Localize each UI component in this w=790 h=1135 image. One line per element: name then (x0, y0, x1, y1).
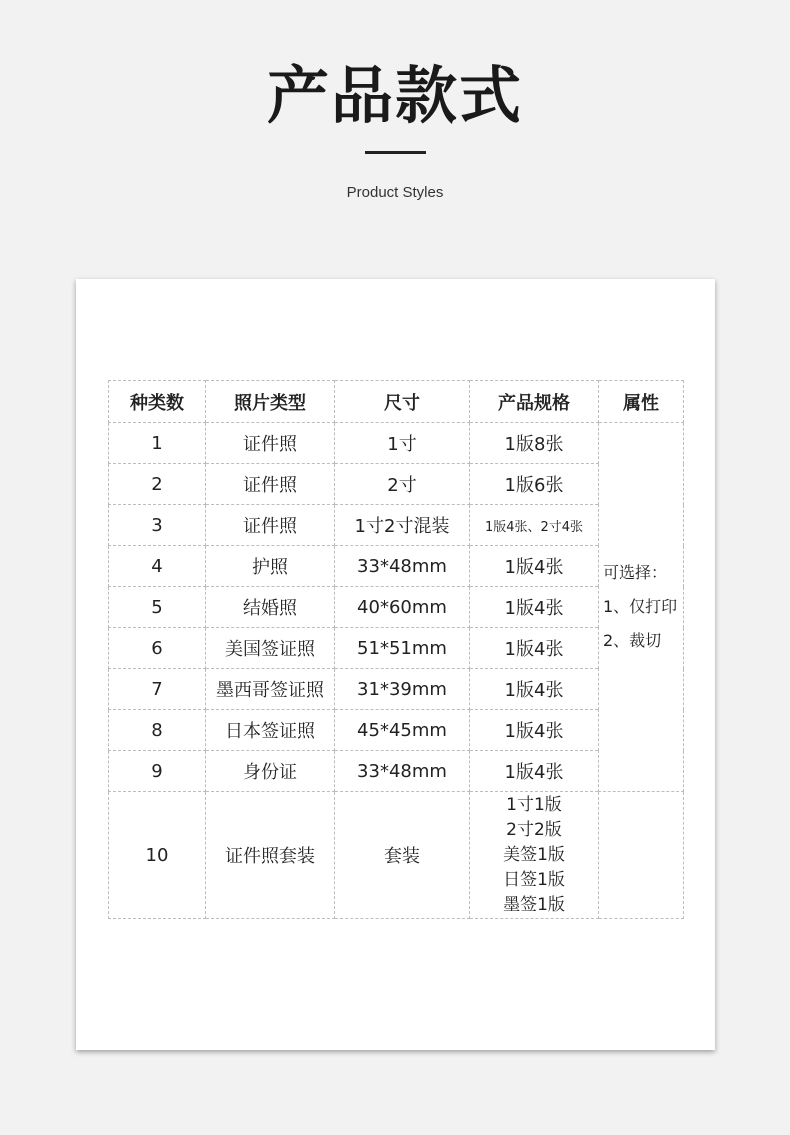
cell-spec: 1版4张 (470, 710, 599, 751)
attribute-line: 2、裁切 (603, 631, 662, 650)
cell-spec: 1版8张 (470, 423, 599, 464)
cell-spec (470, 792, 599, 919)
cell-no: 2 (109, 464, 206, 505)
cell-no: 9 (109, 751, 206, 792)
cell-type: 身份证 (206, 751, 335, 792)
page-subtitle: Product Styles (346, 184, 444, 201)
table-header-row (109, 381, 684, 423)
cell-no: 7 (109, 669, 206, 710)
spec-line: 日签1版 (503, 869, 565, 890)
cell-type: 证件照 (206, 423, 335, 464)
title-divider (365, 151, 426, 154)
table-row (109, 710, 684, 751)
header-count: 种类数 (109, 381, 206, 423)
cell-size: 套装 (335, 792, 470, 919)
table-row (109, 464, 684, 505)
spec-line: 1寸1版 (506, 794, 562, 815)
cell-no: 5 (109, 587, 206, 628)
cell-spec: 1版4张 (470, 546, 599, 587)
cell-spec: 1版4张 (470, 669, 599, 710)
attribute-line: 1、仅打印 (603, 597, 678, 616)
attribute-line: 可选择： (603, 563, 668, 582)
cell-size: 51*51mm (335, 628, 470, 669)
spec-line: 美签1版 (503, 844, 565, 865)
cell-no: 6 (109, 628, 206, 669)
table-row (109, 628, 684, 669)
cell-type: 日本签证照 (206, 710, 335, 751)
table-row (109, 505, 684, 546)
cell-size: 33*48mm (335, 546, 470, 587)
cell-no: 1 (109, 423, 206, 464)
cell-type: 证件照 (206, 505, 335, 546)
product-card (76, 279, 715, 1050)
cell-size: 33*48mm (335, 751, 470, 792)
cell-size: 45*45mm (335, 710, 470, 751)
header-photo-type: 照片类型 (206, 381, 335, 423)
cell-spec: 1版4张、2寸4张 (470, 505, 599, 546)
table-row (109, 751, 684, 792)
cell-type: 美国签证照 (206, 628, 335, 669)
cell-size: 1寸2寸混装 (335, 505, 470, 546)
cell-type: 墨西哥签证照 (206, 669, 335, 710)
table-row (109, 792, 684, 919)
spec-line: 墨签1版 (503, 894, 565, 915)
cell-size: 1寸 (335, 423, 470, 464)
header-size: 尺寸 (335, 381, 470, 423)
attribute-cell (599, 423, 684, 792)
cell-no: 3 (109, 505, 206, 546)
cell-type: 证件照 (206, 464, 335, 505)
cell-no: 4 (109, 546, 206, 587)
cell-spec: 1版6张 (470, 464, 599, 505)
cell-size: 31*39mm (335, 669, 470, 710)
product-styles-table (108, 380, 684, 919)
page-title: 产品款式 (266, 59, 523, 132)
table-row (109, 423, 684, 464)
cell-type: 结婚照 (206, 587, 335, 628)
header-attribute: 属性 (599, 381, 684, 423)
table-row (109, 587, 684, 628)
cell-size: 40*60mm (335, 587, 470, 628)
cell-no: 8 (109, 710, 206, 751)
cell-type: 护照 (206, 546, 335, 587)
cell-type: 证件照套装 (206, 792, 335, 919)
table-row (109, 546, 684, 587)
cell-spec: 1版4张 (470, 628, 599, 669)
table-row (109, 669, 684, 710)
spec-line: 2寸2版 (506, 819, 562, 840)
header-spec: 产品规格 (470, 381, 599, 423)
cell-spec: 1版4张 (470, 587, 599, 628)
cell-no: 10 (109, 792, 206, 919)
cell-attribute-empty (599, 792, 684, 919)
cell-spec: 1版4张 (470, 751, 599, 792)
cell-size: 2寸 (335, 464, 470, 505)
